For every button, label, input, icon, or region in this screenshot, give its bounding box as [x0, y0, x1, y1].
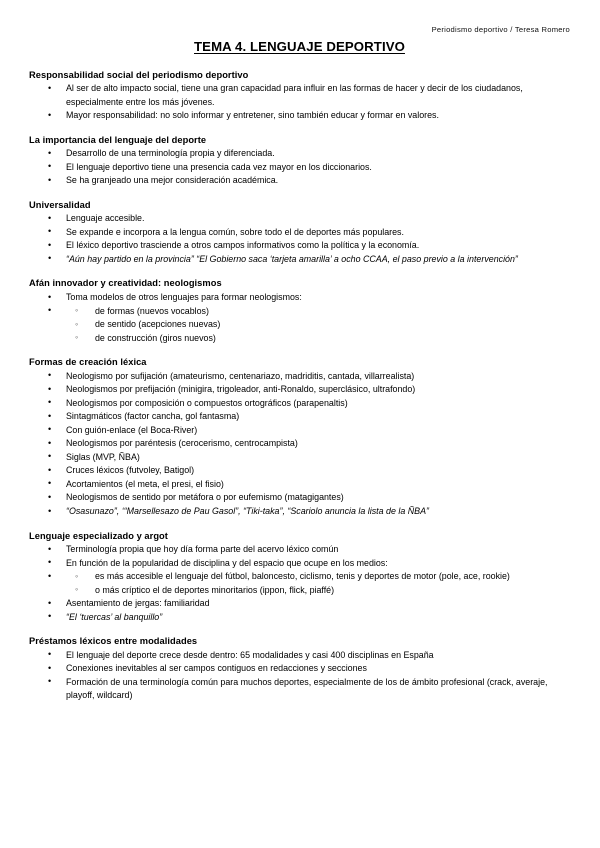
sub-bullet-list	[66, 570, 570, 597]
list-item: • El léxico deportivo trasciende a otros campos informativos como la política y la economía.	[29, 239, 570, 253]
list-item: • Neologismo por sufijación (amateurismo, centenariazo, madriditis, cantada, villarrealista)	[29, 370, 570, 384]
list-item: • Terminología propia que hoy día forma parte del acervo léxico común	[29, 543, 570, 557]
section-heading: Formas de creación léxica	[29, 357, 147, 368]
page-title	[29, 39, 570, 54]
sub-list-item: ◦ • de formas (nuevos vocablos)	[66, 305, 570, 319]
list-item: • El lenguaje deportivo tiene una presencia cada vez mayor en los diccionarios.	[29, 161, 570, 175]
sub-list-item: ◦ de sentido (acepciones nuevas)	[66, 318, 570, 332]
document-header: Periodismo deportivo / Teresa Romero	[431, 25, 570, 34]
section-prestamos-lexicos	[29, 635, 570, 703]
nested-list-wrap	[29, 570, 570, 597]
section-heading: Universalidad	[29, 199, 91, 210]
list-item: • Cruces léxicos (futvoley, Batigol)	[29, 464, 570, 478]
section-universalidad	[29, 199, 570, 267]
list-item: • Asentamiento de jergas: familiaridad	[29, 597, 570, 611]
bullet-list	[29, 147, 570, 188]
sub-list-item: ◦ o más críptico el de deportes minoritarios (ippon, flick, piaffé)	[66, 584, 570, 598]
list-item: • Se ha granjeado una mejor consideración académica.	[29, 174, 570, 188]
list-item: • Se expande e incorpora a la lengua común, sobre todo el de deportes más populares.	[29, 226, 570, 240]
section-heading: Préstamos léxicos entre modalidades	[29, 636, 198, 647]
list-item: • En función de la popularidad de disciplina y del espacio que ocupe en los medios:	[29, 557, 570, 571]
list-item: • Siglas (MVP, ÑBA)	[29, 451, 570, 465]
bullet-list	[29, 370, 570, 519]
section-heading: Responsabilidad social del periodismo deportivo	[29, 69, 249, 80]
section-formas-creacion-lexica	[29, 356, 570, 518]
list-item: • Mayor responsabilidad: no solo informar y entretener, sino también educar y formar en valores.	[29, 109, 570, 123]
list-item: • Desarrollo de una terminología propia y diferenciada.	[29, 147, 570, 161]
list-item: • Con guión-enlace (el Boca-River)	[29, 424, 570, 438]
nested-list-wrap	[29, 305, 570, 346]
list-item: • Formación de una terminología común para muchos deportes, especialmente de los de ámbito profesional (crack, averaje, playoff, wildcard)	[29, 676, 570, 703]
section-heading: Lenguaje especializado y argot	[29, 530, 168, 541]
list-item: • El lenguaje del deporte crece desde dentro: 65 modalidades y casi 400 disciplinas en España	[29, 649, 570, 663]
section-lenguaje-especializado	[29, 530, 570, 625]
section-heading: Afán innovador y creatividad: neologismos	[29, 278, 222, 289]
section-afan-innovador	[29, 277, 570, 345]
sub-bullet-list	[66, 305, 570, 346]
bullet-list	[29, 291, 570, 305]
section-importancia-lenguaje	[29, 134, 570, 188]
section-responsabilidad-social	[29, 69, 570, 123]
list-item: • Lenguaje accesible.	[29, 212, 570, 226]
list-item: • Neologismos por prefijación (minigira, trigoleador, anti-Ronaldo, superclásico, ultrafondo)	[29, 383, 570, 397]
sub-list-item: ◦ de construcción (giros nuevos)	[66, 332, 570, 346]
bullet-list	[29, 543, 570, 570]
page-title-text: TEMA 4. LENGUAJE DEPORTIVO	[194, 39, 405, 55]
nested-holder	[29, 305, 570, 346]
bullet-list-nested-container	[29, 305, 570, 346]
list-item: • Neologismos por composición o compuestos ortográficos (parapenaltis)	[29, 397, 570, 411]
nested-holder	[29, 570, 570, 597]
list-item: • Neologismos de sentido por metáfora o por eufemismo (matagigantes)	[29, 491, 570, 505]
bullet-list	[29, 649, 570, 703]
list-item: • Toma modelos de otros lenguajes para formar neologismos:	[29, 291, 570, 305]
bullet-list	[29, 82, 570, 123]
list-item-quote: • “Aún hay partido en la provincia” “El Gobierno saca ‘tarjeta amarilla’ a ocho CCAA, el paso previo a la intervención”	[29, 253, 570, 267]
list-item: • Neologismos por paréntesis (cerocerismo, centrocampista)	[29, 437, 570, 451]
list-item-quote: • “Osasunazo”, ‘“Marsellesazo de Pau Gasol”, “Tiki-taka”, “Scariolo anuncia la lista de la ÑBA”	[29, 505, 570, 519]
sub-list-item: ◦ • es más accesible el lenguaje del fútbol, baloncesto, ciclismo, tenis y deportes de motor (pole, ace, rookie)	[66, 570, 570, 584]
bullet-list	[29, 212, 570, 266]
list-item: • Al ser de alto impacto social, tiene una gran capacidad para influir en las formas de hacer y decir de los ciudadanos, especialmente entre los más jóvenes.	[29, 82, 570, 109]
section-heading: La importancia del lenguaje del deporte	[29, 134, 207, 145]
bullet-list-nested-container	[29, 570, 570, 597]
bullet-list-continued	[29, 597, 570, 624]
list-item: • Conexiones inevitables al ser campos contiguos en redacciones y secciones	[29, 662, 570, 676]
list-item-quote: • “El ‘tuercas’ al banquillo”	[29, 611, 570, 625]
list-item: • Acortamientos (el meta, el presi, el fisio)	[29, 478, 570, 492]
list-item: • Sintagmáticos (factor cancha, gol fantasma)	[29, 410, 570, 424]
